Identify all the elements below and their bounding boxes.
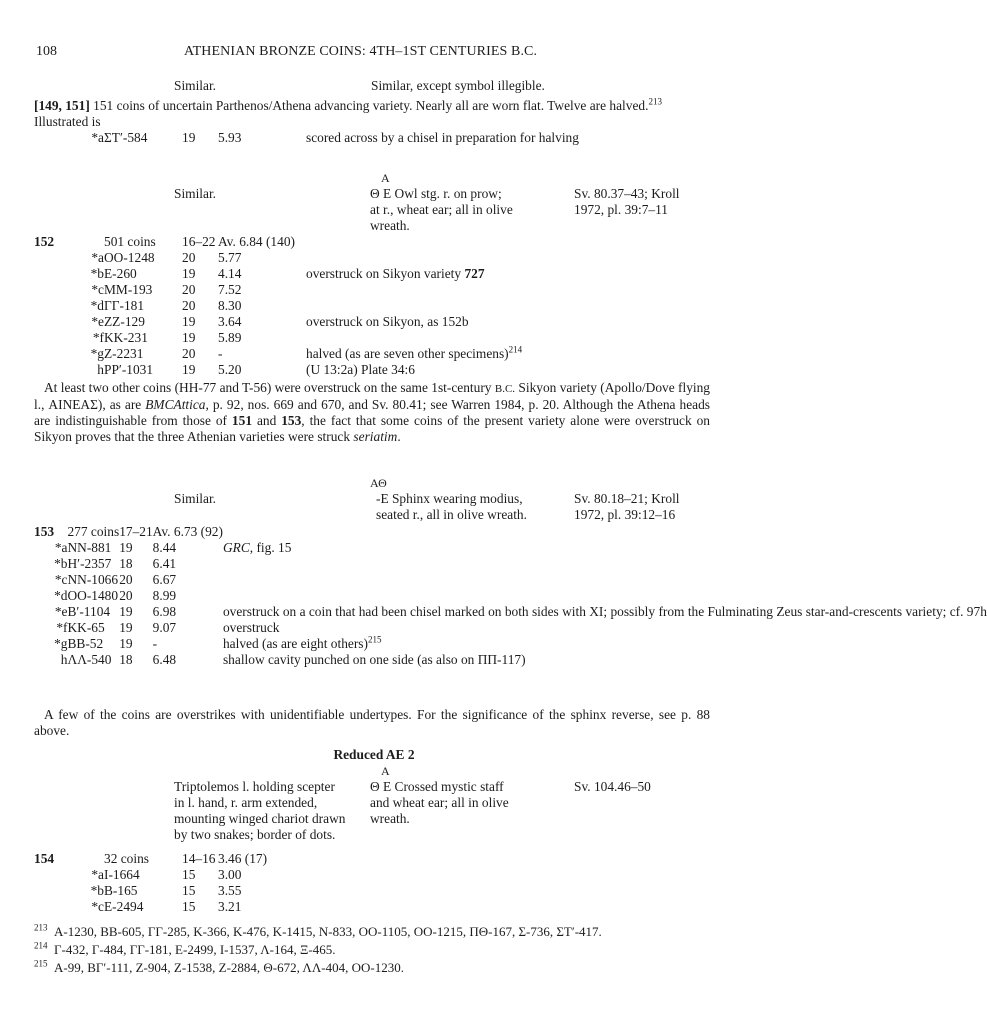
v152-reference — [574, 186, 680, 218]
row-comment: shallow cavity punched on one side (as also on ΠΠ-117) — [222, 652, 526, 667]
row-comment: overstruck on Sikyon variety 727 — [306, 266, 485, 281]
row-weight: Av. 6.73 (92) — [152, 524, 223, 539]
v152-legend-line3: wreath. — [370, 218, 410, 233]
v154-legend-line2: and wheat ear; all in olive — [370, 795, 509, 810]
row-weight: 3.55 — [218, 883, 242, 898]
row-letter: *c — [91, 899, 104, 914]
v154-table — [34, 851, 306, 915]
row-id: ΛΛ-540 — [67, 652, 112, 667]
row-id: E-260 — [104, 266, 137, 281]
v152-table — [34, 234, 522, 378]
table-row — [34, 250, 522, 266]
row-id: Z-2231 — [104, 346, 144, 361]
v153-legend-top: ΑΘ — [370, 476, 387, 490]
row-id: ΓΓ-181 — [104, 298, 145, 313]
table-row — [34, 899, 306, 915]
table-row — [34, 604, 987, 620]
row-diameter: 20 — [182, 250, 196, 265]
row-id: OO-1248 — [104, 250, 155, 265]
row-id: 32 coins — [104, 851, 150, 866]
row-weight: 5.93 — [218, 130, 242, 145]
row-id: 277 coins — [67, 524, 120, 539]
row-diameter: 19 — [119, 540, 133, 555]
row-diameter: 17–21 — [119, 524, 153, 539]
v154-legend-top: Α — [381, 764, 390, 778]
row-letter: *g — [90, 346, 104, 361]
v153-legend-line2: seated r., all in olive wreath. — [376, 507, 527, 522]
row-diameter: 19 — [182, 266, 196, 281]
row-comment: overstruck on a coin that had been chisel marked on both sides with XI; possibly from the Fulminating Zeus star-and-crescents variety; cf. 97h — [222, 604, 987, 619]
row-letter: *e — [54, 604, 68, 619]
row-number: 154 — [34, 851, 55, 866]
row-comment: overstruck on Sikyon, as 152b — [306, 314, 469, 329]
v153-obverse: Similar. — [174, 491, 217, 506]
table-row — [34, 883, 306, 899]
footnote-214: $^{214}$ Γ-432, Γ-484, ΓΓ-181, Ε-2499, Ι-1537, Λ-164, Ξ-465. — [34, 940, 336, 957]
row-comment: scored across by a chisel in preparation for halving — [306, 130, 579, 145]
v154-legend-line3: wreath. — [370, 811, 410, 826]
row-weight: 4.14 — [218, 266, 242, 281]
table-row — [34, 234, 522, 250]
table-row — [34, 540, 987, 556]
footnote-ref-214: 214 — [508, 344, 523, 355]
row-diameter: 19 — [182, 362, 196, 377]
v149-intro-text: 151 coins of uncertain Parthenos/Athena advancing variety. Nearly all are worn flat. Twelve are halved. — [89, 98, 649, 113]
v154-obverse: Triptolemos l. holding scepter in l. hand, r. arm extended, mounting winged chariot drawn by two snakes; border of dots. — [174, 779, 346, 842]
row-diameter: 18 — [119, 652, 133, 667]
row-letter: *e — [91, 314, 104, 329]
row-letter: *f — [56, 620, 68, 635]
footnote-ref-215: 215 — [367, 634, 382, 645]
table-row — [34, 282, 522, 298]
row-id: B′-1104 — [67, 604, 111, 619]
row-diameter: 19 — [182, 130, 196, 145]
row-id: ΣΤ′-584 — [104, 130, 148, 145]
table-row — [34, 572, 987, 588]
v152-reverse — [370, 186, 513, 234]
row-letter: *a — [91, 250, 104, 265]
v152-legend-line1: Θ Ε Owl stg. r. on prow; — [370, 186, 502, 201]
v152-ref-line2: 1972, pl. 39:7–11 — [574, 202, 668, 217]
v152-obverse: Similar. — [174, 186, 217, 201]
table-row — [34, 588, 987, 604]
row-letter: *a — [91, 867, 104, 882]
table-row — [34, 298, 522, 314]
table-row — [34, 556, 987, 572]
row-diameter: 20 — [182, 346, 196, 361]
row-weight: 5.20 — [218, 362, 242, 377]
v153-legend-line1: -Ε Sphinx wearing modius, — [376, 491, 523, 506]
table-row — [34, 636, 987, 652]
row-letter: *c — [54, 572, 68, 587]
v152-ref-line1: Sv. 80.37–43; Kroll — [574, 186, 680, 201]
row-id: BB-52 — [67, 636, 104, 651]
v149-reverse: Similar, except symbol illegible. — [371, 78, 545, 93]
row-diameter: 20 — [119, 588, 133, 603]
v153-ref-line1: Sv. 80.18–21; Kroll — [574, 491, 680, 506]
row-letter: *b — [54, 556, 68, 571]
v153-table — [34, 524, 987, 668]
row-diameter: 19 — [182, 330, 196, 345]
table-row — [34, 867, 306, 883]
row-diameter: 19 — [182, 314, 196, 329]
row-id: E-2494 — [104, 899, 144, 914]
row-letter: *a — [54, 540, 68, 555]
row-id: I-1664 — [104, 867, 140, 882]
row-weight: Av. 6.84 (140) — [218, 234, 295, 249]
row-weight: 3.21 — [218, 899, 242, 914]
table-row — [34, 130, 579, 146]
row-weight: 8.44 — [152, 540, 177, 555]
v154-legend-line1: Θ Ε Crossed mystic staff — [370, 779, 504, 794]
row-diameter: 15 — [182, 883, 196, 898]
bmc-attica-citation: BMCAttica — [145, 397, 206, 412]
grc-citation: GRC — [222, 540, 250, 555]
row-diameter: 19 — [119, 604, 133, 619]
row-id: KK-231 — [104, 330, 148, 345]
table-row — [34, 346, 522, 362]
row-id: OO-1480 — [67, 588, 119, 603]
row-id: 501 coins — [104, 234, 156, 249]
row-diameter: 19 — [119, 620, 133, 635]
row-weight: 5.89 — [218, 330, 242, 345]
row-letter: *b — [90, 266, 104, 281]
row-letter: *d — [54, 588, 68, 603]
v153-reverse — [376, 491, 527, 523]
v153-commentary: A few of the coins are overstrikes with unidentifiable undertypes. For the significance of the sphinx reverse, see p. 88 above. — [34, 707, 710, 738]
row-diameter: 20 — [182, 298, 196, 313]
row-id: NN-1066 — [67, 572, 119, 587]
row-weight: 3.00 — [218, 867, 242, 882]
row-letter: *g — [54, 636, 68, 651]
v149-table — [34, 130, 579, 146]
row-weight: 9.07 — [152, 620, 177, 635]
footnote-215: $^{215}$ Α-99, ΒΓ′-111, Ζ-904, Ζ-1538, Ζ-2884, Θ-672, ΛΛ-404, ΟΟ-1230. — [34, 958, 404, 975]
table-row — [34, 652, 987, 668]
variety-ref-727: 727 — [464, 266, 485, 281]
row-weight: 3.64 — [218, 314, 242, 329]
row-diameter: 19 — [119, 636, 133, 651]
row-comment: overstruck — [222, 620, 280, 635]
footnote-ref-213: 213 — [648, 96, 662, 107]
footnote-213: $^{213}$ Α-1230, ΒΒ-605, ΓΓ-285, Κ-366, Κ-476, Κ-1415, Ν-833, ΟΟ-1105, ΟΟ-1215, ΠΘ-167, Σ-736, ΣΤ′-417. — [34, 922, 602, 939]
row-number: 153 — [34, 524, 55, 539]
row-id: PP′-1031 — [104, 362, 154, 377]
section-title: Reduced AE 2 — [333, 747, 415, 762]
row-id: B-165 — [104, 883, 138, 898]
row-letter: *c — [91, 282, 104, 297]
v152-commentary: At least two other coins (HH-77 and T-56) were overstruck on the same 1st-century B.C. Sikyon variety (Apollo/Dove flying l., ΑΙΝΕΑΣ), as are BMCAttica, p. 92, nos. 669 and 670, and Sv. 80.41; see Warren 1984, p. 20. Although the Athena heads are indistinguishable from those of 151 and 153, the fact that some coins of the present variety alone were overstruck on Sikyon proves that the three Athenian varieties were struck seriatim. — [34, 380, 711, 444]
row-letter: h — [60, 652, 68, 667]
row-diameter: 16–22 — [182, 234, 216, 249]
row-weight: 6.48 — [152, 652, 177, 667]
v152-legend-line2: at r., wheat ear; all in olive — [370, 202, 513, 217]
row-weight: 8.99 — [152, 588, 177, 603]
page-number: 108 — [36, 44, 57, 59]
table-row — [34, 524, 987, 540]
v153-reference — [574, 491, 680, 523]
row-id: ZZ-129 — [104, 314, 145, 329]
row-comment: GRC, fig. 15 — [222, 540, 292, 555]
row-id: H′-2357 — [67, 556, 112, 571]
row-weight: 3.46 (17) — [218, 851, 268, 866]
row-comment: (U 13:2a) Plate 34:6 — [306, 362, 415, 377]
table-row — [34, 362, 522, 378]
row-diameter: 20 — [119, 572, 133, 587]
row-comment: halved (as are eight others)$^{215}$ — [222, 634, 382, 651]
table-row — [34, 620, 987, 636]
row-diameter: 20 — [182, 282, 196, 297]
row-id: NN-881 — [67, 540, 112, 555]
row-weight: 6.98 — [152, 604, 177, 619]
v149-intro-line2: Illustrated is — [34, 114, 101, 129]
row-diameter: 15 — [182, 899, 196, 914]
row-number: 152 — [34, 234, 55, 249]
table-row — [34, 314, 522, 330]
row-diameter: 14–16 — [182, 851, 216, 866]
row-diameter: 15 — [182, 867, 196, 882]
row-diameter: 18 — [119, 556, 133, 571]
row-weight: 5.77 — [218, 250, 242, 265]
v149-intro-ref: [149, 151] — [34, 98, 90, 113]
table-row — [34, 330, 522, 346]
row-weight: 7.52 — [218, 282, 242, 297]
running-head: ATHENIAN BRONZE COINS: 4TH–1ST CENTURIES B.C. — [184, 44, 538, 59]
row-weight: 6.41 — [152, 556, 177, 571]
v149-intro — [34, 98, 710, 130]
row-weight: - — [218, 346, 223, 361]
table-row — [34, 266, 522, 282]
row-weight: 6.67 — [152, 572, 177, 587]
row-letter: *b — [90, 883, 104, 898]
v154-reverse — [370, 779, 509, 827]
row-letter: *a — [91, 130, 104, 145]
v154-reference: Sv. 104.46–50 — [574, 779, 651, 794]
row-comment: halved (as are seven other specimens)$^{214}$ — [306, 344, 523, 361]
row-letter: *f — [92, 330, 104, 345]
row-letter: *d — [90, 298, 104, 313]
table-row — [34, 851, 306, 867]
v152-legend-top: Α — [381, 171, 390, 185]
row-weight: 8.30 — [218, 298, 242, 313]
row-weight: - — [152, 636, 158, 651]
v149-obverse: Similar. — [174, 78, 217, 93]
row-letter: h — [97, 362, 104, 377]
row-id: KK-65 — [67, 620, 105, 635]
row-id: MM-193 — [104, 282, 153, 297]
v153-ref-line2: 1972, pl. 39:12–16 — [574, 507, 676, 522]
